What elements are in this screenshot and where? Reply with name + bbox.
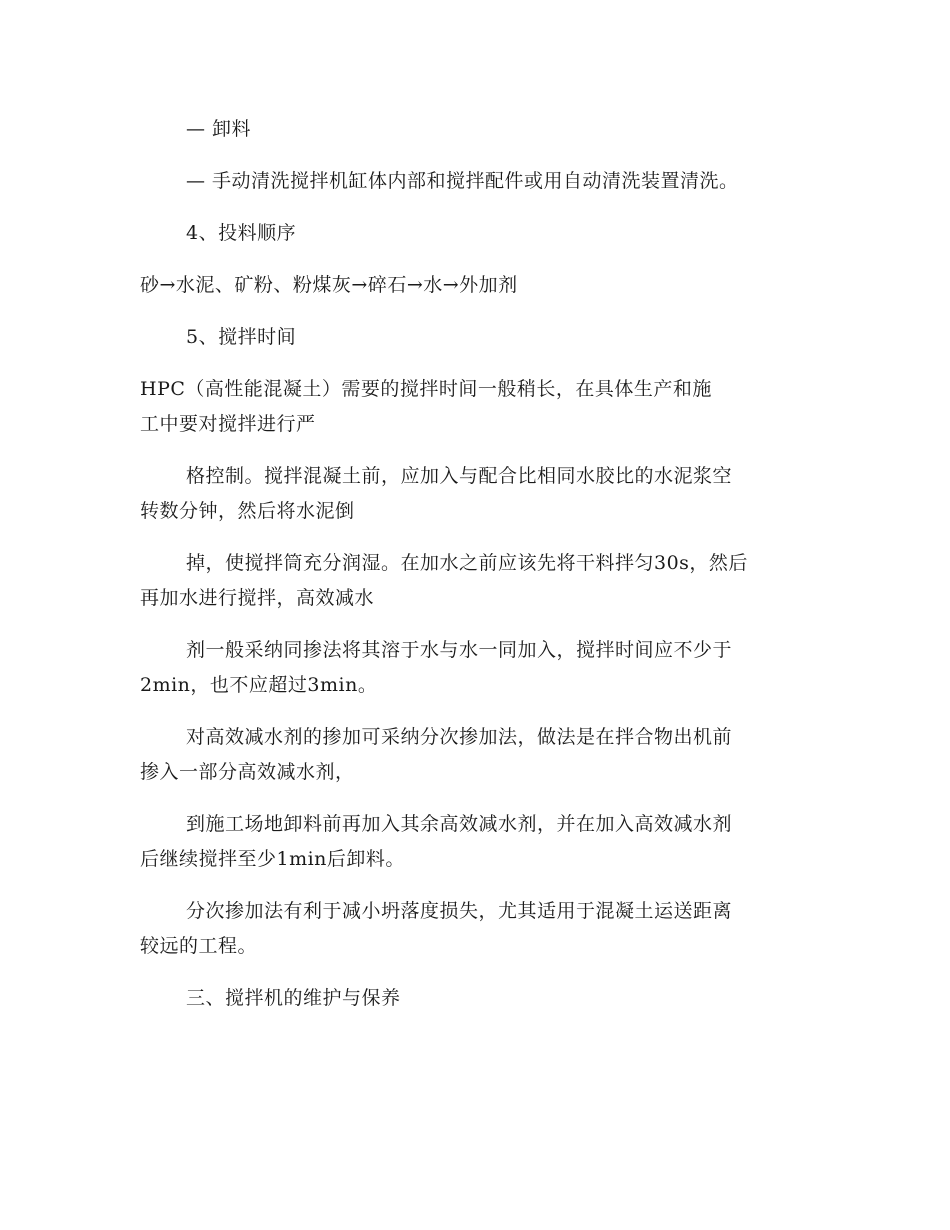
paragraph-line: 2min，也不应超过3min。 (140, 674, 378, 696)
paragraph-line: — 手动清洗搅拌机缸体内部和搅拌配件或用自动清洗装置清洗。 (186, 170, 739, 192)
paragraph-line: 较远的工程。 (140, 935, 258, 957)
document-body (140, 112, 815, 1033)
paragraph-split-addition (140, 720, 815, 790)
paragraph-line: 格控制。搅拌混凝土前，应加入与配合比相同水胶比的水泥浆空 (186, 465, 733, 487)
paragraph-unloading (140, 112, 815, 147)
paragraph-slump-loss (140, 894, 815, 964)
paragraph-hpc-mixing (140, 372, 815, 442)
paragraph-line: 三、搅拌机的维护与保养 (186, 987, 401, 1009)
paragraph-line: HPC（高性能混凝土）需要的搅拌时间一般稍长，在具体生产和施 (140, 378, 712, 400)
paragraph-line: 后继续搅拌至少1min后卸料。 (140, 848, 405, 870)
paragraph-site-unloading (140, 807, 815, 877)
paragraph-line: 到施工场地卸料前再加入其余高效减水剂，并在加入高效减水剂 (186, 813, 733, 835)
heading-maintenance (140, 981, 815, 1016)
heading-mixing-time (140, 320, 815, 355)
paragraph-line: 剂一般采纳同掺法将其溶于水与水一同加入，搅拌时间应不少于 (186, 639, 733, 661)
paragraph-line: 5、搅拌时间 (186, 326, 297, 348)
heading-feeding-order (140, 216, 815, 251)
paragraph-line: 砂→水泥、矿粉、粉煤灰→碎石→水→外加剂 (140, 274, 518, 296)
paragraph-line: 转数分钟，然后将水泥倒 (140, 500, 355, 522)
paragraph-line: 工中要对搅拌进行严 (140, 413, 316, 435)
paragraph-line: 4、投料顺序 (186, 222, 297, 244)
paragraph-cleaning (140, 164, 815, 199)
paragraph-feeding-sequence (140, 268, 815, 303)
paragraph-line: 掉，使搅拌筒充分润湿。在加水之前应该先将干料拌匀30s，然后 (186, 552, 748, 574)
paragraph-wetting (140, 546, 815, 616)
paragraph-line: 分次掺加法有利于减小坍落度损失，尤其适用于混凝土运送距离 (186, 900, 733, 922)
paragraph-admixture (140, 633, 815, 703)
paragraph-line: 掺入一部分高效减水剂， (140, 761, 355, 783)
paragraph-control (140, 459, 815, 529)
paragraph-line: 对高效减水剂的掺加可采纳分次掺加法，做法是在拌合物出机前 (186, 726, 733, 748)
paragraph-line: 再加水进行搅拌，高效减水 (140, 587, 375, 609)
paragraph-line: — 卸料 (186, 118, 252, 140)
